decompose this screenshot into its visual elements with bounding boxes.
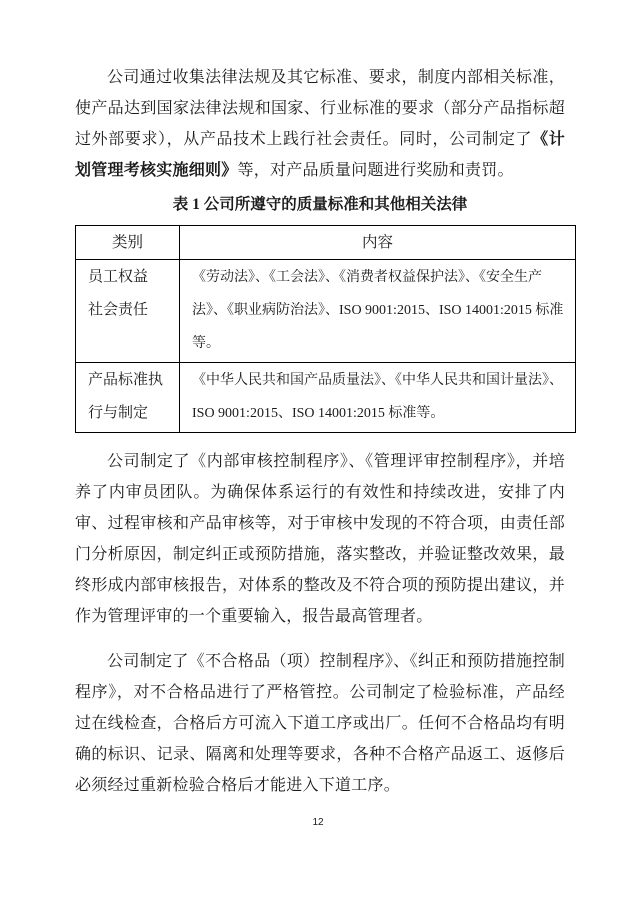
paragraph-2: 公司制定了《内部审核控制程序》、《管理评审控制程序》，并培养了内审员团队。为确保体系运行的有效性和持续改进，安排了内审、过程审核和产品审核等，对于审核中发现的不符合项，由责任部门分析原因，制定纠正或预防措施，落实整改，并验证整改效果，最终形成内部审核报告，对体系的整改及不符合项的预防提出建议，并作为管理评审的一个重要输入，报告最高管理者。 xyxy=(75,453,565,625)
category-line: 行与制定 xyxy=(88,405,149,421)
paragraph-1-text-start: 公司通过收集法律法规及其它标准、要求，制度内部相关标准，使产品达到国家法律法规和国家、行业标准的要求（部分产品指标超过外部要求），从产品技术上践行社会责任。同时，公司制定了 xyxy=(75,69,565,148)
table-row xyxy=(76,363,576,433)
category-cell-product-standards xyxy=(76,363,180,433)
paragraph-1-text-end: 等，对产品质量问题进行奖励和责罚。 xyxy=(237,162,514,179)
document-content xyxy=(75,62,565,801)
paragraph-3: 公司制定了《不合格品（项）控制程序》、《纠正和预防措施控制程序》，对不合格品进行了严格管控。公司制定了检验标准，产品经过在线检查，合格后方可流入下道工序或出厂。任何不合格品均有明确的标识、记录、隔离和处理等要求，各种不合格产品返工、返修后必须经过重新检验合格后才能进入下道工序。 xyxy=(75,653,565,794)
content-cell-product-standards: 《中华人民共和国产品质量法》、《中华人民共和国计量法》、ISO 9001:2015、ISO 14001:2015 标准等。 xyxy=(180,363,576,433)
cited-document-title: 《计划管理考核实施细则》 xyxy=(75,131,565,179)
content-cell-employee-rights: 《劳动法》、《工会法》、《消费者权益保护法》、《安全生产法》、《职业病防治法》、ISO 9001:2015、ISO 14001:2015 标准等。 xyxy=(180,260,576,363)
category-line: 社会责任 xyxy=(88,302,149,318)
paragraph-1 xyxy=(75,62,565,186)
category-line: 员工权益 xyxy=(88,269,149,285)
page-number: 12 xyxy=(312,817,324,828)
table-row xyxy=(76,260,576,363)
table-header-category: 类别 xyxy=(76,226,180,260)
category-line: 产品标准执 xyxy=(88,372,164,388)
category-cell-employee-rights xyxy=(76,260,180,363)
quality-standards-table xyxy=(75,225,576,433)
table-header-row xyxy=(76,226,576,260)
table-caption: 表 1 公司所遵守的质量标准和其他相关法律 xyxy=(172,196,468,213)
table-header-content: 内容 xyxy=(180,226,576,260)
